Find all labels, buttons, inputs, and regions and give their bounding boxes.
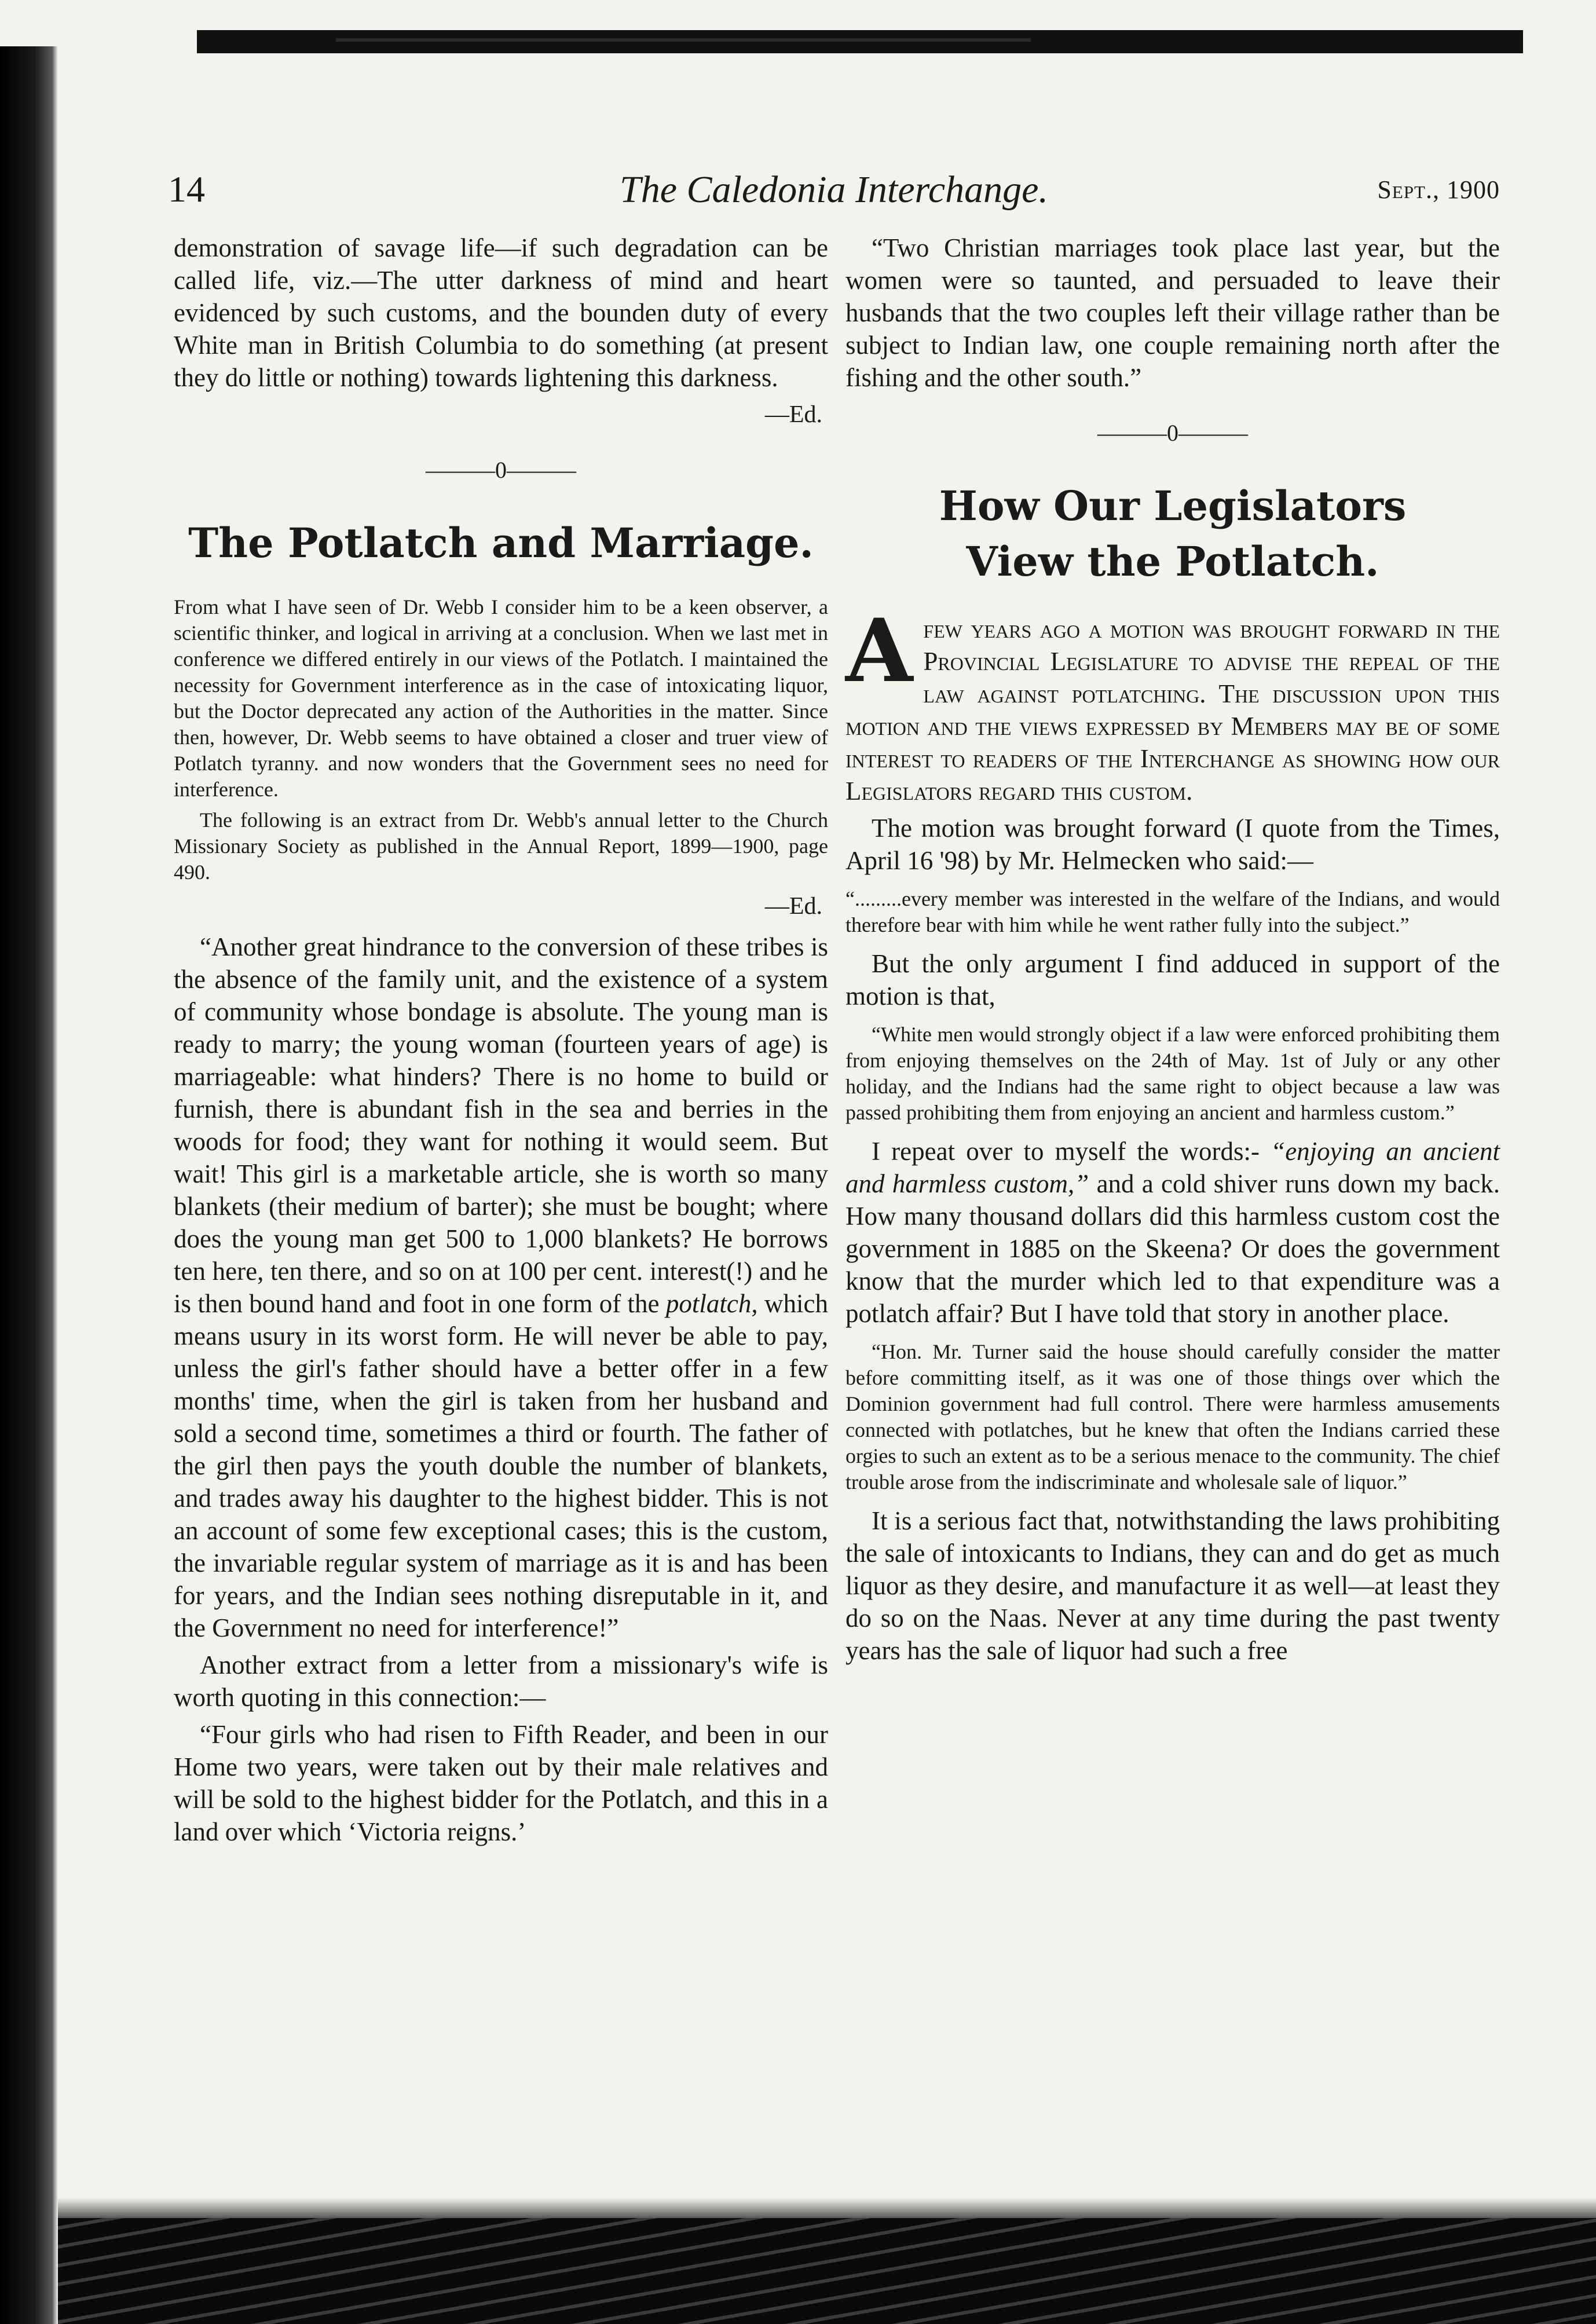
motion-paragraph: The motion was brought forward (I quote from the Times, April 16 '98) by Mr. Helmecken who said:— (845, 814, 1500, 875)
left-column (174, 232, 828, 1853)
quote-turner: “Hon. Mr. Turner said the house should carefully consider the matter before committing itself, as it was one of those things over which the Dominion government had full control. There were harmless amusements connected with potlatches, but he knew that often the Indians carried these orgies to such an extent as to be a serious menace to the community. The chief trouble arose from the indiscriminate and wholesale sale of liquor.” (845, 1340, 1500, 1494)
scan-border-left (0, 46, 58, 2324)
scan-border-top (197, 30, 1523, 53)
legislature-paragraph: Afew years ago a motion was brought forward in the Provincial Legislature to advise the repeal of the law against potlatching. The discussion upon this motion and the views expressed by Members may be of some interest to readers of the Interchange as showing how our Legislators regard this custom. (845, 600, 1500, 806)
extract-intro: Another extract from a letter from a missionary's wife is worth quoting in this connection:— (174, 1650, 828, 1712)
scan-border-bottom-fade (58, 2198, 1596, 2221)
publication-title: The Caledonia Interchange. (620, 169, 1048, 211)
scan-border-top-line (336, 38, 1031, 42)
section-separator: ———0——— (426, 457, 576, 483)
quote-white-men: “White men would strongly object if a law were enforced prohibiting them from enjoying themselves on the 24th of May. 1st of July or any other holiday, and the Indians had the same right to object because a law was passed prohibiting them from enjoying an ancient and harmless custom.” (845, 1023, 1500, 1124)
marriages-paragraph: “Two Christian marriages took place last year, but the women were so taunted, and persuaded to leave their husbands that the two couples left their village rather than be subject to Indian law, one couple remaining north after the fishing and the other south.” (845, 233, 1500, 392)
editor-note-source: The following is an extract from Dr. Webb's annual letter to the Church Missionary Society as published in the Annual Report, 1899—1900, page 490. (174, 808, 828, 884)
serious-fact-paragraph: It is a serious fact that, notwithstanding the laws prohibiting the sale of intoxicants to Indians, they can and do get as much liquor as they desire, and manufacture it as well—at least they do so on the Naas. Never at any time during the past twenty years has the sale of liquor had such a free (845, 1506, 1500, 1665)
quote-member: “.........every member was interested in the welfare of the Indians, and would therefore bear with him while he went rather fully into the subject.” (845, 887, 1500, 936)
page-header (168, 168, 1500, 220)
right-column (845, 232, 1500, 1671)
repeat-paragraph: I repeat over to myself the words:- “enjoying an ancient and harmless custom,” and a cold shiver runs down my back. How many thousand dollars did this harmless custom cost the government in 1885 on the Skeena? Or does the government know that the murder which led to that expenditure was a potlatch affair? But I have told that story in another place. (845, 1137, 1500, 1328)
page-number: 14 (168, 169, 205, 210)
article-headline-legislators: How Our Legislators View the Potlatch. (939, 482, 1407, 585)
editor-note: From what I have seen of Dr. Webb I consider him to be a keen observer, a scientific thinker, and logical in arriving at a conclusion. When we last met in conference we differed entirely in our views of the Potlatch. I maintained the necessity for Government interference as in the case of intoxicating liquor, but the Doctor deprecated any action of the Authorities in the matter. Since then, however, Dr. Webb seems to have obtained a closer and truer view of Potlatch tyranny. and now wonders that the Government sees no need for interference. (174, 595, 828, 801)
argument-paragraph: But the only argument I find adduced in support of the motion is that, (845, 949, 1500, 1011)
article-headline-potlatch-marriage: The Potlatch and Marriage. (188, 519, 814, 567)
intro-paragraph: demonstration of savage life—if such degradation can be called life, viz.—The utter darkness of mind and heart evidenced by such customs, and the bounden duty of every White man in British Columbia to do something (at present they do little or nothing) towards lightening this darkness. (174, 233, 828, 392)
editor-signature: —Ed. (764, 893, 822, 920)
section-separator: ———0——— (1097, 420, 1248, 446)
editor-signature: —Ed. (764, 401, 822, 428)
issue-date: Sept., 1900 (1377, 175, 1500, 204)
four-girls-paragraph: “Four girls who had risen to Fifth Reader, and been in our Home two years, were taken out by their male relatives and will be sold to the highest bidder for the Potlatch, and this in a land over which ‘Victoria reigns.’ (174, 1720, 828, 1846)
quote-paragraph: “Another great hindrance to the conversion of these tribes is the absence of the family unit, and the existence of a system of community whose bondage is absolute. The young man is ready to marry; the young woman (fourteen years of age) is marriageable: what hinders? There is no home to build or furnish, there is abundant fish in the sea and berries in the woods for food; they want for nothing it would seem. But wait! This girl is a marketable article, she is worth so many blankets (their medium of barter); she must be bought; where does the young man get 500 to 1,000 blankets? He borrows ten here, ten there, and so on at 100 per cent. interest(!) and he is then bound hand and foot in one form of the potlatch, which means usury in its worst form. He will never be able to pay, unless the girl's father should have a better offer in a few months' time, when the girl is taken from her husband and sold a second time, sometimes a third or fourth. The father of the girl then pays the youth double the number of blankets, and trades away his daughter to the highest bidder. This is not an account of some few exceptional cases; this is the custom, the invariable regular system of marriage as it is and has been for years, and the Indian sees nothing disreputable in it, and the Government no need for interference!” (174, 932, 828, 1642)
drop-cap: A (845, 600, 913, 702)
scan-border-bottom (58, 2218, 1596, 2324)
